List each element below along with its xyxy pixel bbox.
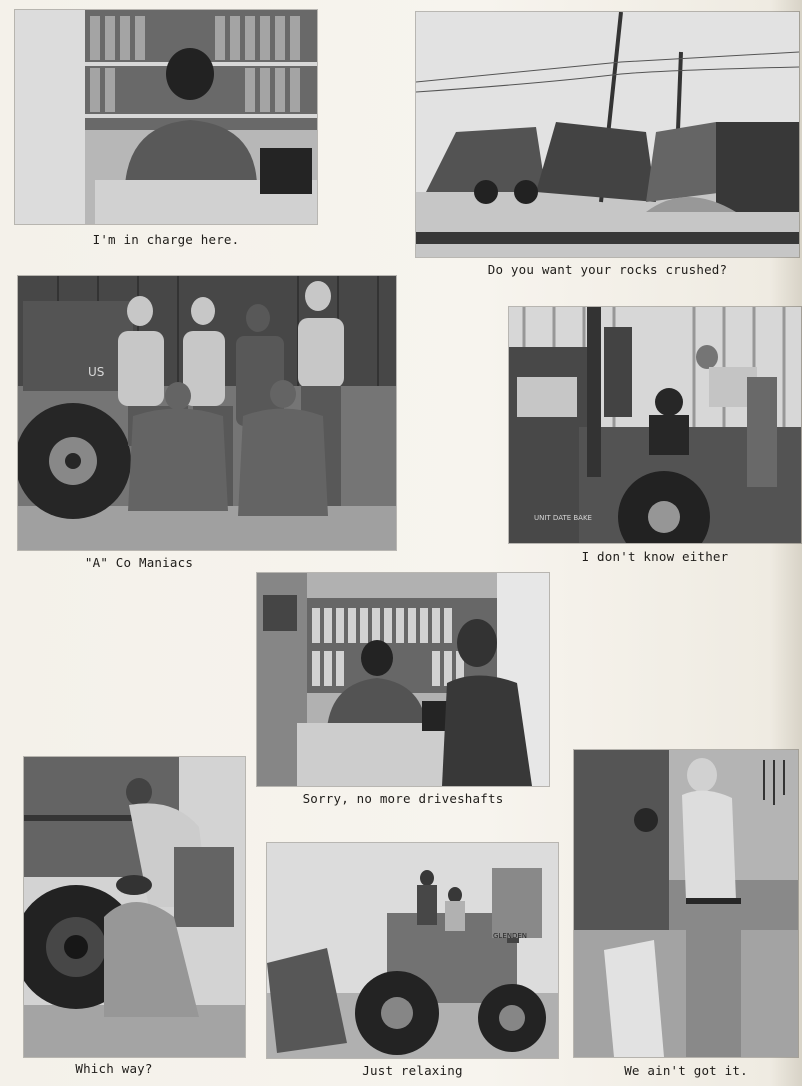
loader-stencil: GLENDEN [493,932,528,940]
truck-stencil: UNIT DATE BAKE [534,514,592,522]
parts-counter-image [257,573,549,786]
caption-aint-got-it: We ain't got it. [624,1063,748,1078]
workshop-image [574,750,798,1057]
truck-engine-image [509,307,801,543]
stamp-us: US [88,365,105,379]
caption-driveshafts: Sorry, no more driveshafts [302,791,504,806]
photo-aint-got-it [574,750,798,1057]
caption-a-co-maniacs: "A" Co Maniacs [84,555,194,570]
wheel-inspection-image [24,757,245,1057]
photo-rock-crusher [416,12,799,257]
photo-a-co-maniacs [18,276,396,550]
caption-just-relaxing: Just relaxing [362,1063,463,1078]
front-loader-image [267,843,558,1058]
photo-which-way [24,757,245,1057]
desk-office-image [15,10,317,224]
photo-dont-know [509,307,801,543]
photo-just-relaxing [267,843,558,1058]
rock-crusher-image [416,12,799,257]
photo-driveshafts [257,573,549,786]
caption-rock-crusher: Do you want your rocks crushed? [487,262,728,277]
caption-which-way: Which way? [75,1061,153,1076]
photo-in-charge [15,10,317,224]
caption-dont-know: I don't know either [581,549,729,564]
caption-in-charge: I'm in charge here. [92,232,240,247]
group-photo-image [18,276,396,550]
